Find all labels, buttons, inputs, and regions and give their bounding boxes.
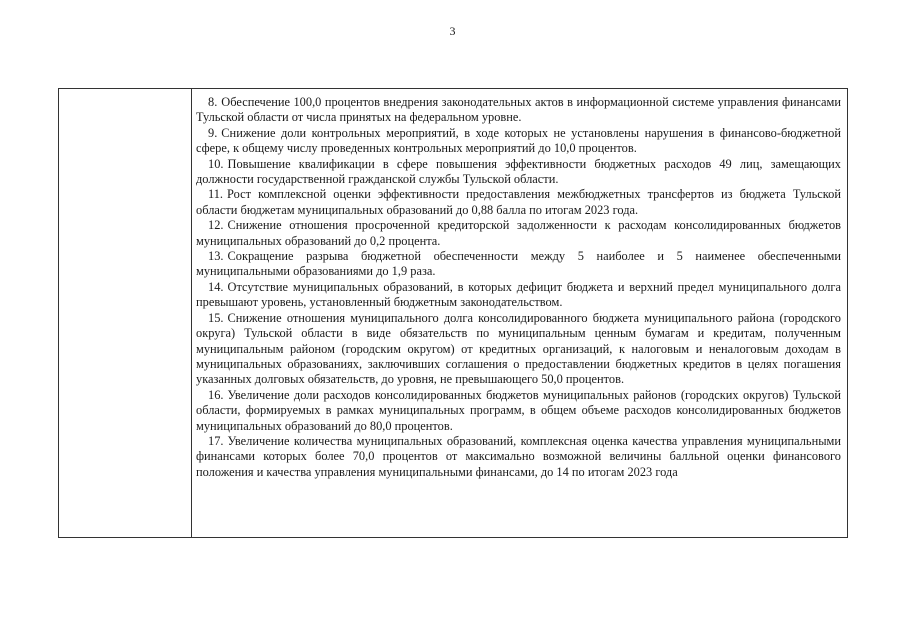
list-item xyxy=(196,249,841,280)
item-text: Увеличение количества муниципальных образований, комплексная оценка качества управления муниципальными финансами которых более 70,0 процентов от максимально возможной величины балльной оценки финансового положения и качества управления муниципальными финансами, до 14 по итогам 2023 года xyxy=(196,433,841,479)
table-left-cell xyxy=(59,89,192,537)
list-item xyxy=(196,388,841,434)
item-text: Отсутствие муниципальных образований, в которых дефицит бюджета и верхний предел муниципального долга превышают уровень, установленный бюджетным законодательством. xyxy=(196,279,841,310)
item-number: 13. xyxy=(208,249,224,264)
document-table xyxy=(58,88,848,538)
list-item xyxy=(196,126,841,157)
item-number: 11. xyxy=(208,187,224,202)
item-number: 8. xyxy=(208,95,218,109)
item-text: Снижение отношения муниципального долга консолидированного бюджета муниципального района (городского округа) Тульской области в виде обязательств по муниципальным ценным бумагам и кредитам, полученным муниципальным районом (городским округом) от кредитных организаций, к налоговым и неналоговым доходам в муниципальных образованиях, заключивших соглашения о предоставлении бюджетных кредитов в целях погашения указанных долговых обязательств, до уровня, не превышающего 50,0 процентов. xyxy=(196,310,841,387)
list-item xyxy=(196,157,841,188)
item-text: Снижение отношения просроченной кредиторской задолженности к расходам консолидированных бюджетов муниципальных образований до 0,2 процента. xyxy=(196,218,841,248)
item-number: 12. xyxy=(208,218,224,233)
page-number: 3 xyxy=(449,24,456,38)
list-item xyxy=(196,218,841,249)
table-right-cell xyxy=(192,89,847,537)
item-number: 10. xyxy=(208,156,224,171)
item-text: Сокращение разрыва бюджетной обеспеченности между 5 наиболее и 5 наименее обеспеченными муниципальными образованиями до 1,9 раза. xyxy=(196,249,841,279)
list-item xyxy=(196,280,841,311)
item-number: 16. xyxy=(208,387,224,402)
item-number: 9. xyxy=(208,125,218,140)
item-number: 14. xyxy=(208,279,224,294)
list-item xyxy=(196,187,841,218)
item-text: Рост комплексной оценки эффективности предоставления межбюджетных трансфертов из бюджета Тульской области бюджетам муниципальных образований до 0,88 балла по итогам 2023 года. xyxy=(196,187,841,217)
list-item xyxy=(196,95,841,126)
item-text: Повышение квалификации в сфере повышения эффективности бюджетных расходов 49 лиц, замещающих должности государственной гражданской службы Тульской области. xyxy=(196,156,841,187)
item-number: 17. xyxy=(208,433,224,448)
item-text: Обеспечение 100,0 процентов внедрения законодательных актов в информационной системе управления финансами Тульской области от числа принятых на федеральном уровне. xyxy=(196,95,841,125)
item-number: 15. xyxy=(208,310,224,325)
item-text: Увеличение доли расходов консолидированных бюджетов муниципальных районов (городских округов) Тульской области, формируемых в рамках муниципальных программ, в общем объеме расходов консолидированных бюджетов муниципальных образований до 80,0 процентов. xyxy=(196,387,841,433)
item-text: Снижение доли контрольных мероприятий, в ходе которых не установлены нарушения в финансово-бюджетной сфере, к общему числу проведенных контрольных мероприятий до 10,0 процентов. xyxy=(196,125,841,156)
list-item xyxy=(196,434,841,480)
list-item xyxy=(196,311,841,388)
